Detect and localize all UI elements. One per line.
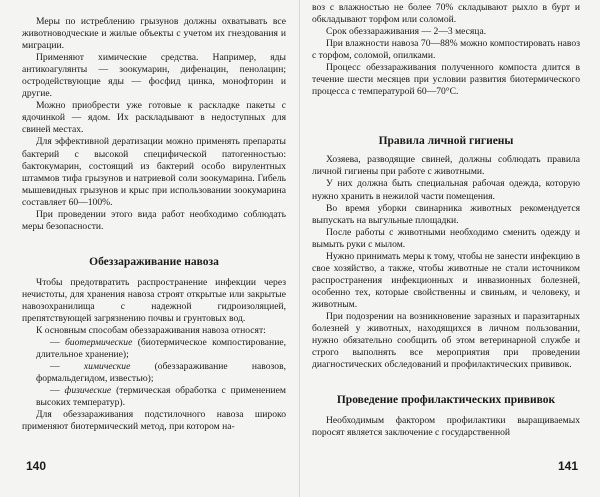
right-paragraph-8: После работы с животными необходимо сменить одежду и вымыть руки с мылом.: [312, 226, 580, 250]
right-page: [300, 0, 600, 497]
right-paragraph-last: Необходимым фактором профилактики выращиваемых поросят является заключение с государственной: [312, 415, 580, 439]
left-paragraph-2: Применяют химические средства. Например, яды антикоагулянты — зоокумарин, дифенацин, пенолацин; остродействующие яды — фосфид цинка, монофторин и другие.: [22, 52, 286, 100]
section-heading-manure: Обеззараживание навоза: [89, 255, 219, 268]
right-paragraph-9: Нужно принимать меры к тому, чтобы не занести инфекцию в свое хозяйство, а также, чтобы животные не стали источником распространения инфекционных и инвазионных болезней, особенно тех, которые свойственны и свиньям, и человеку, и животным.: [312, 250, 580, 310]
list-term: физические: [64, 385, 112, 397]
list-text: (биотермическое компостирование, длительное хранение);: [36, 337, 286, 361]
left-paragraph-4: Для эффективной дератизации можно применять препараты бактерий с высокой специфической патогенностью: бактокумарин, состоящий из бактерий особо вирулентных штаммов тифа грызунов и натриевой соли зоокумарина. Гибель мышевидных грызунов и крыс при использовании зоокумарина составляет 60—100%.: [22, 136, 286, 208]
page-number-left: 140: [26, 459, 47, 473]
right-paragraph-1: воз с влажностью не более 70% складывают рыхло в бурт и обкладывают торфом или соломой.: [312, 2, 580, 26]
right-paragraph-3: При влажности навоза 70—88% можно компостировать навоз с торфом, соломой, опилками.: [312, 38, 580, 62]
left-paragraph-1: Меры по истреблению грызунов должны охватывать все животноводческие и жилые объекты с учетом их гнездования и миграции.: [22, 16, 286, 52]
list-term: биотермические: [64, 337, 133, 349]
right-paragraph-10: При подозрении на возникновение заразных и паразитарных болезней у животных, находящихся в личном пользовании, нужно обязательно сообщить об этом ветеринарной службе и строго выполнять все мероприятия при проведении диагностических обследований и профилактических прививок.: [312, 310, 580, 371]
right-paragraph-4: Процесс обеззараживания полученного компоста длится в течение шести месяцев при условии развития биотермического процесса с температурой 60—70°С.: [312, 62, 580, 98]
section-heading-vaccination: Проведение профилактических прививок: [336, 394, 556, 407]
list-text: (обеззараживание навозов, формальдегидом, известью);: [36, 361, 286, 385]
list-term: химические: [83, 361, 131, 373]
list-item-physical: — физические (термическая обработка с применением высоких температур).: [36, 385, 286, 409]
list-item-chemical: — химические (обеззараживание навозов, формальдегидом, известью);: [36, 361, 286, 385]
section-heading-hygiene: Правила личной гигиены: [378, 135, 514, 148]
right-paragraph-2: Срок обеззараживания — 2—3 месяца.: [326, 26, 487, 38]
page-number-right: 141: [558, 459, 579, 473]
left-paragraph-7: К основным способам обеззараживания навоза относят:: [36, 325, 266, 337]
left-paragraph-3: Можно приобрести уже готовые к раскладке пакеты с ядочинкой — ядом. Их раскладывают в недоступных для свиней местах.: [22, 100, 286, 136]
list-text: (термическая обработка с применением высоких температур).: [36, 385, 286, 409]
left-paragraph-6: Чтобы предотвратить распространение инфекции через нечистоты, для хранения навоза строят открытые или закрытые навозохранилища с надежной гидроизоляцией, препятствующей загрязнению почвы и грунтовых вод.: [22, 276, 286, 324]
right-paragraph-7: Во время уборки свинарника животных рекомендуется выпускать на выгульные площадки.: [312, 202, 580, 226]
list-item-biothermal: — биотермические (биотермическое компостирование, длительное хранение);: [36, 337, 286, 361]
left-paragraph-5: При проведении этого вида работ необходимо соблюдать меры безопасности.: [22, 208, 286, 232]
right-paragraph-5: Хозяева, разводящие свиней, должны соблюдать правила личной гигиены при работе с животными.: [312, 154, 580, 178]
left-paragraph-last: Для обеззараживания подстилочного навоза широко применяют биотермический метод, при котором на-: [22, 409, 286, 433]
right-paragraph-6: У них должна быть специальная рабочая одежда, которую нужно хранить в нежилой части помещения.: [312, 178, 580, 202]
